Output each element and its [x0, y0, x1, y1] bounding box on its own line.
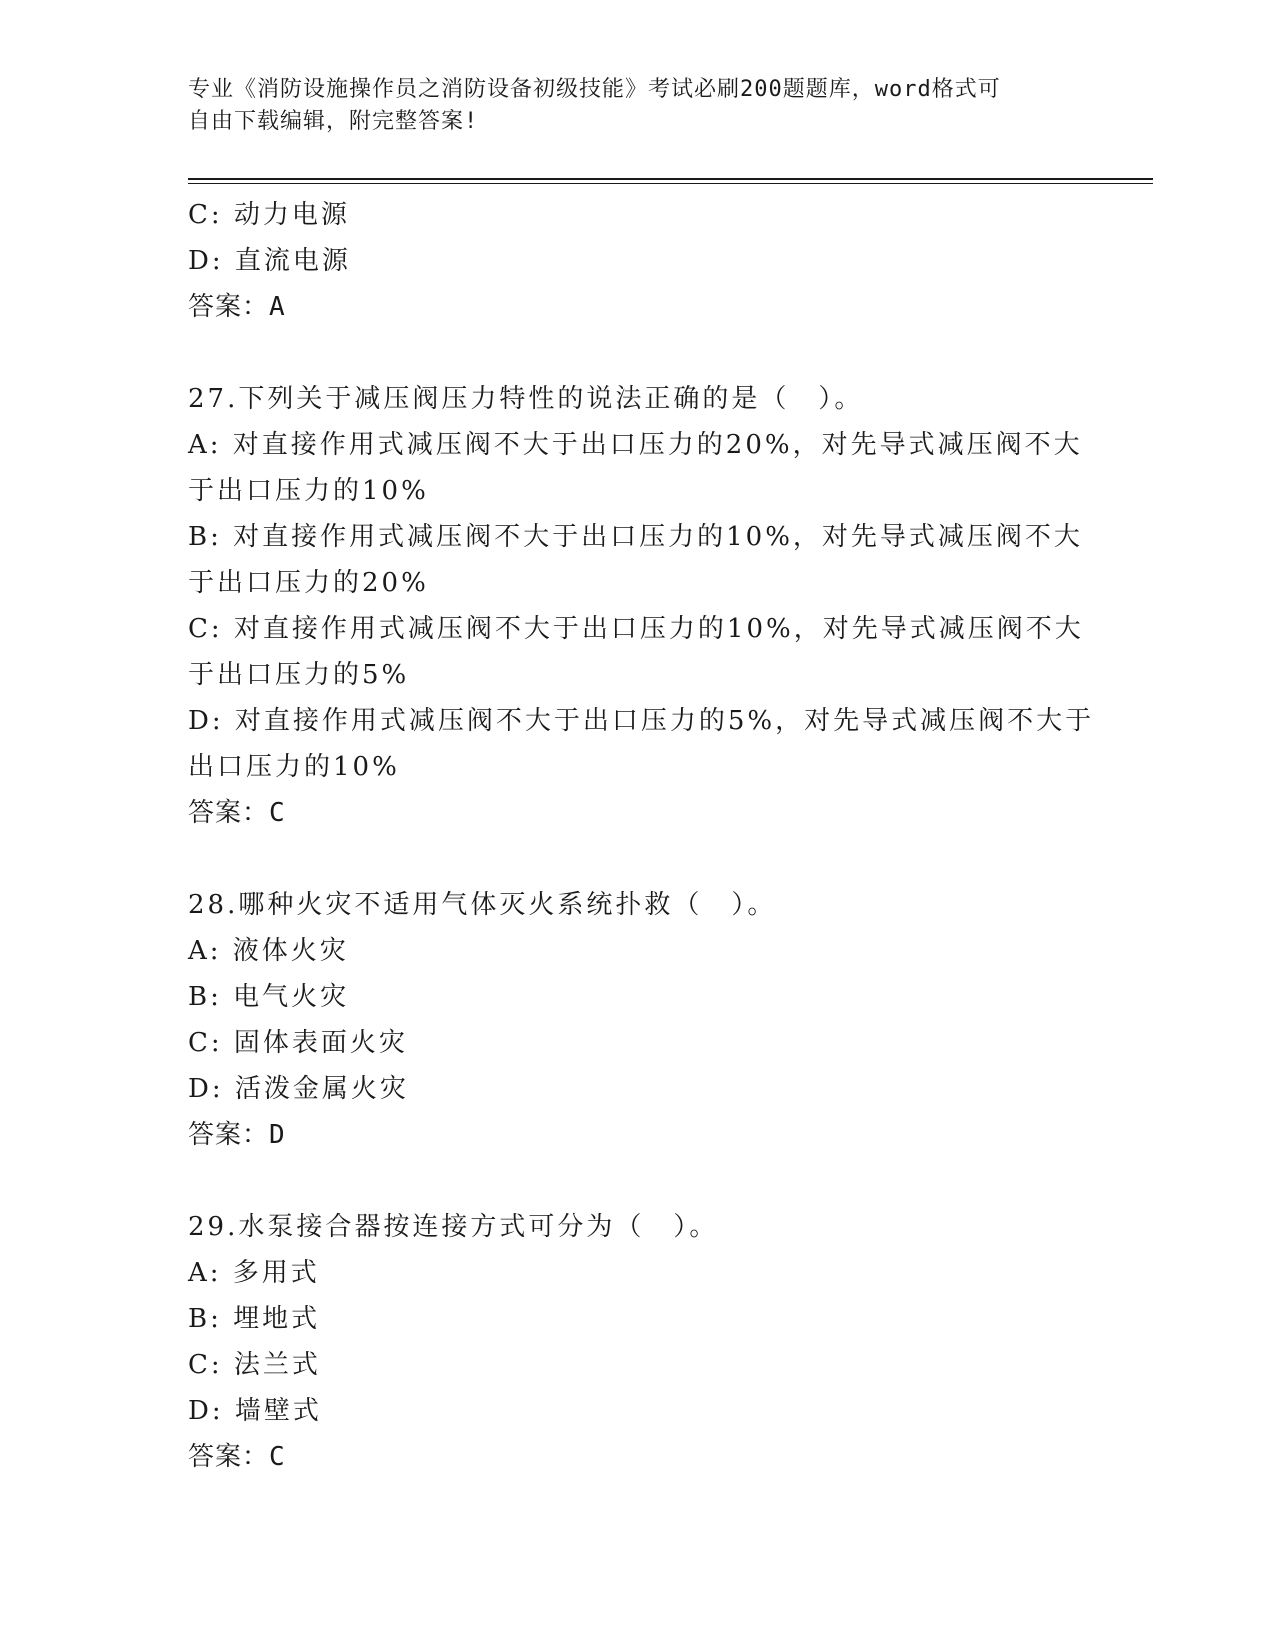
answer-line: 答案：C [188, 1442, 286, 1472]
option-line: C: 动力电源 [188, 200, 350, 230]
option-line: C: 法兰式 [188, 1350, 321, 1380]
answer-line: 答案：A [188, 292, 286, 322]
option-line: B: 电气火灾 [188, 982, 350, 1012]
question-list [188, 192, 1095, 1480]
question-stem: 27.下列关于减压阀压力特性的说法正确的是（ ）。 [188, 384, 864, 414]
option-line: 于出口压力的5% [188, 660, 410, 690]
question-stem: 28.哪种火灾不适用气体灭火系统扑救（ ）。 [188, 890, 777, 920]
header-line: 专业《消防设施操作员之消防设备初级技能》考试必刷200题题库，word格式可 [188, 77, 1001, 102]
option-line: D: 对直接作用式减压阀不大于出口压力的5%，对先导式减压阀不大于 [188, 706, 1095, 736]
option-line: 于出口压力的20% [188, 568, 429, 598]
option-line: B: 埋地式 [188, 1304, 321, 1334]
document-header [188, 74, 1068, 138]
option-line: D: 直流电源 [188, 246, 351, 276]
option-line: C: 对直接作用式减压阀不大于出口压力的10%，对先导式减压阀不大 [188, 614, 1084, 644]
option-line: C: 固体表面火灾 [188, 1028, 408, 1058]
header-line: 自由下载编辑，附完整答案! [188, 109, 479, 134]
option-line: 出口压力的10% [188, 752, 400, 782]
header-divider [188, 183, 1153, 184]
question-stem: 29.水泵接合器按连接方式可分为（ ）。 [188, 1212, 719, 1242]
option-line: A: 对直接作用式减压阀不大于出口压力的20%，对先导式减压阀不大 [188, 430, 1083, 460]
option-line: A: 液体火灾 [188, 936, 349, 966]
option-line: 于出口压力的10% [188, 476, 429, 506]
option-line: B: 对直接作用式减压阀不大于出口压力的10%，对先导式减压阀不大 [188, 522, 1083, 552]
answer-line: 答案：C [188, 798, 286, 828]
header-divider [188, 178, 1153, 180]
option-line: D: 活泼金属火灾 [188, 1074, 409, 1104]
answer-line: 答案：D [188, 1120, 286, 1150]
option-line: A: 多用式 [188, 1258, 320, 1288]
option-line: D: 墙壁式 [188, 1396, 322, 1426]
